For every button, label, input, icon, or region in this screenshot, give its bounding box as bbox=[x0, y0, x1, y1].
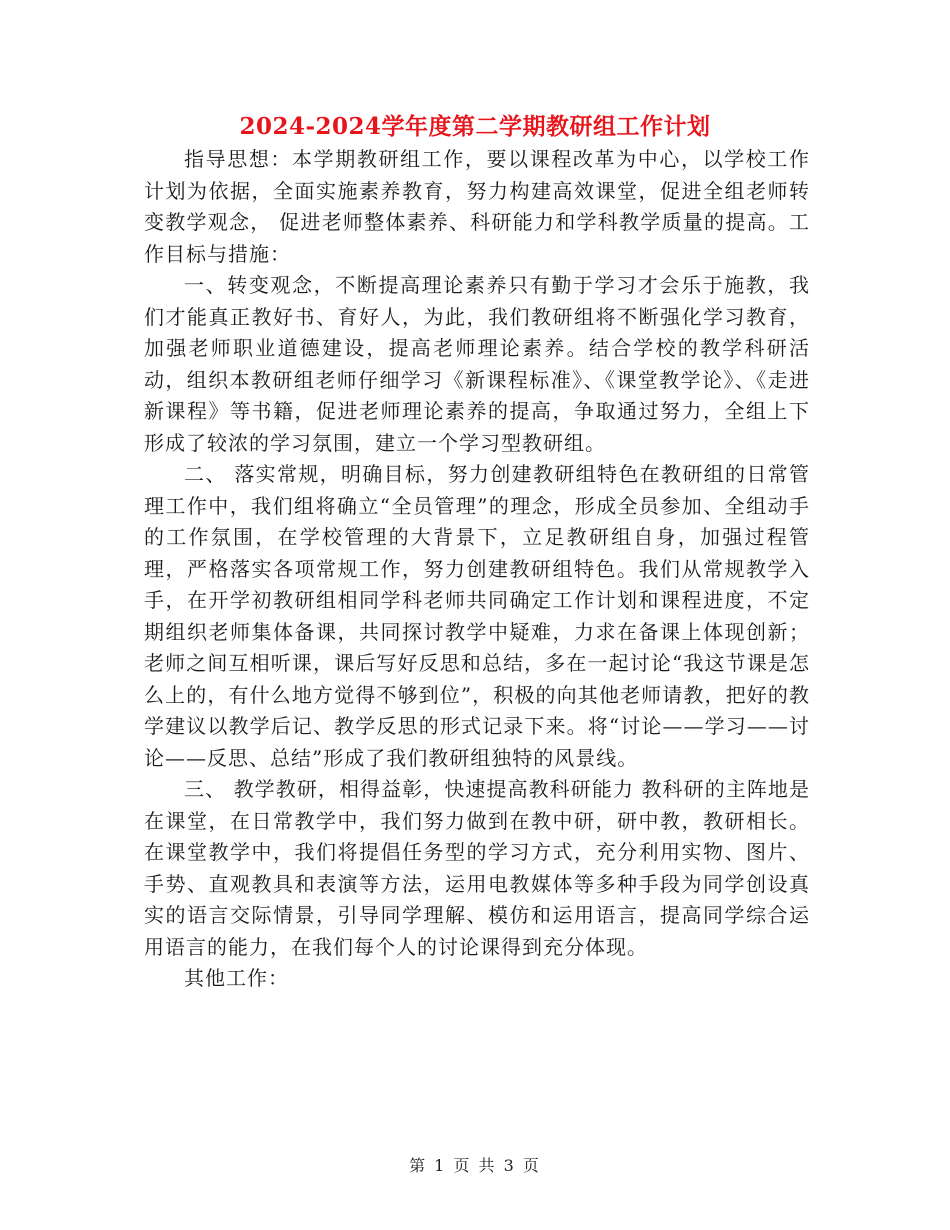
document-body bbox=[144, 144, 810, 995]
paragraph-other-work: 其他工作： bbox=[184, 966, 289, 990]
paragraph-section-two: 二、 落实常规，明确目标，努力创建教研组特色在教研组的日常管理工作中，我们组将确立“全员管理”的理念，形成全员参加、全组动手的工作氛围，在学校管理的大背景下，立足教研组自身，加强过程管理，严格落实各项常规工作，努力创建教研组特色。我们从常规教学入手，在开学初教研组相同学科老师共同确定工作计划和课程进度，不定期组织老师集体备课，共同探讨教学中疑难，力求在备课上体现创新；老师之间互相听课，课后写好反思和总结，多在一起讨论“我这节课是怎么上的，有什么地方觉得不够到位”，积极的向其他老师请教，把好的教学建议以教学后记、教学反思的形式记录下来。将“讨论——学习——讨论——反思、总结”形成了我们教研组独特的风景线。 bbox=[144, 462, 810, 770]
paragraph-section-three: 三、 教学教研，相得益彰，快速提高教科研能力 教科研的主阵地是在课堂，在日常教学中，我们努力做到在教中研，研中教，教研相长。在课堂教学中，我们将提倡任务型的学习方式，充分利用实物、图片、手势、直观教具和表演等方法，运用电教媒体等多种手段为同学创设真实的语言交际情景，引导同学理解、模仿和运用语言，提高同学综合运用语言的能力，在我们每个人的讨论课得到充分体现。 bbox=[144, 777, 810, 959]
document-title: 2024-2024学年度第二学期教研组工作计划 bbox=[239, 113, 711, 140]
page-number-footer: 第 1 页 共 3 页 bbox=[409, 1156, 541, 1175]
paragraph-section-one: 一、转变观念，不断提高理论素养只有勤于学习才会乐于施教，我们才能真正教好书、育好人，为此，我们教研组将不断强化学习教育，加强老师职业道德建设，提高老师理论素养。结合学校的教学科研活动，组织本教研组老师仔细学习《新课程标准》、《课堂教学论》、《走进新课程》等书籍，促进老师理论素养的提高，争取通过努力，全组上下形成了较浓的学习氛围，建立一个学习型教研组。 bbox=[144, 273, 810, 455]
paragraph-guiding-ideology: 指导思想：本学期教研组工作，要以课程改革为中心，以学校工作计划为依据，全面实施素养教育，努力构建高效课堂，促进全组老师转变教学观念， 促进老师整体素养、科研能力和学科教学质量的提高。工作目标与措施： bbox=[144, 147, 810, 266]
